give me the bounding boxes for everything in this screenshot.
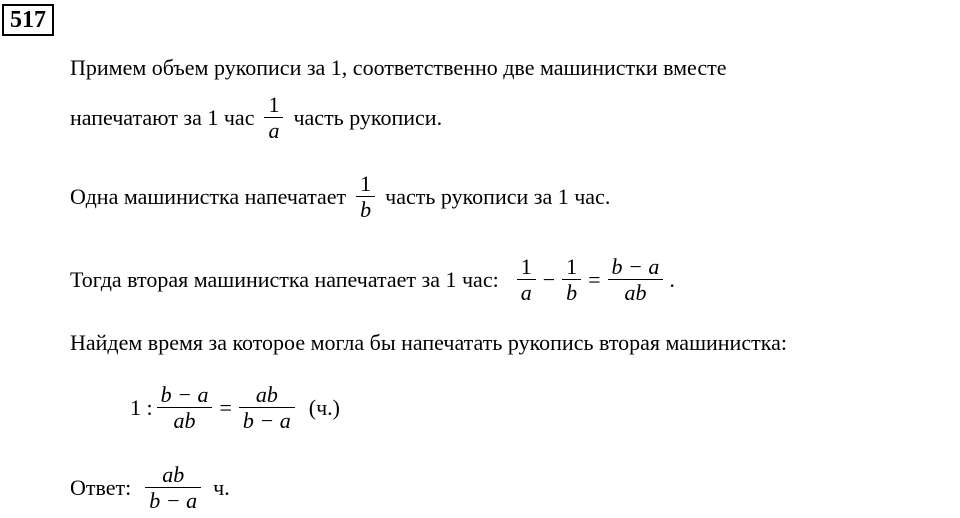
statement-text: часть рукописи за 1 час. — [385, 184, 611, 209]
denominator: a — [520, 279, 532, 305]
period: . — [669, 267, 675, 292]
denominator: ab — [624, 279, 647, 305]
statement-text: часть рукописи. — [293, 105, 443, 130]
statement-text: напечатают за 1 час — [70, 105, 255, 130]
unit-hours: (ч.) — [308, 395, 340, 420]
numerator: 1 — [566, 253, 578, 279]
numerator: ab — [255, 381, 278, 407]
fraction-b-minus-a-over-ab — [157, 383, 213, 434]
problem-number: 517 — [2, 4, 54, 36]
denominator: b − a — [242, 407, 291, 433]
denominator: b — [566, 279, 578, 305]
text-line-2 — [70, 88, 442, 148]
numerator: 1 — [360, 170, 372, 196]
statement-text: Тогда вторая машинистка напечатает за 1 час: — [70, 267, 499, 292]
fraction-1-over-b — [356, 172, 375, 223]
numerator: b − a — [611, 253, 660, 279]
fraction-b-minus-a-over-ab — [608, 255, 664, 306]
fraction-1-over-b — [562, 255, 581, 306]
answer-unit: ч. — [213, 475, 230, 500]
denominator: b — [360, 196, 372, 222]
equals-sign: = — [219, 395, 232, 420]
one-colon: 1 : — [130, 395, 153, 420]
numerator: b − a — [160, 381, 209, 407]
denominator: b − a — [149, 487, 198, 513]
denominator: ab — [173, 407, 196, 433]
numerator: 1 — [268, 91, 280, 117]
text-line-4 — [70, 250, 675, 310]
fraction-ab-over-b-minus-a — [239, 383, 295, 434]
statement-text: Найдем время за которое могла бы напечатать рукопись вторая машинистка: — [70, 330, 787, 355]
text-line-5 — [70, 328, 787, 358]
numerator: ab — [162, 461, 185, 487]
minus-sign: − — [542, 267, 556, 292]
fraction-ab-over-b-minus-a — [145, 463, 201, 514]
equals-sign: = — [588, 267, 601, 292]
answer-label: Ответ: — [70, 475, 132, 500]
answer-line — [70, 458, 230, 518]
statement-text: Примем объем рукописи за 1, соответственно две машинистки вместе — [70, 55, 727, 80]
text-line-3 — [70, 167, 610, 227]
numerator: 1 — [520, 253, 532, 279]
text-line-1 — [70, 53, 727, 83]
denominator: a — [268, 117, 280, 143]
formula-line-6 — [130, 378, 340, 438]
statement-text: Одна машинистка напечатает — [70, 184, 347, 209]
fraction-1-over-a — [264, 93, 283, 144]
fraction-1-over-a — [517, 255, 536, 306]
